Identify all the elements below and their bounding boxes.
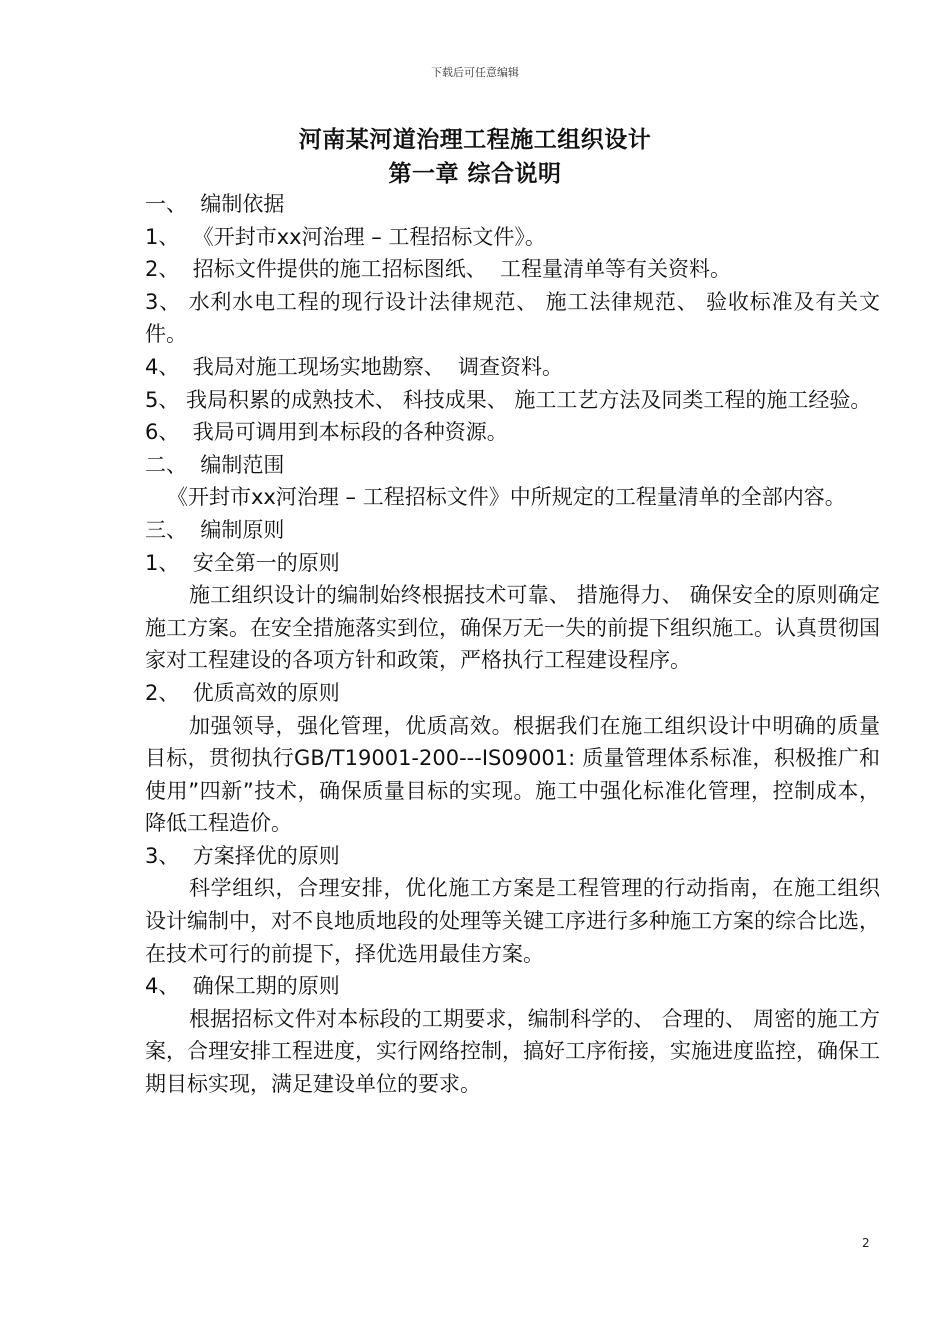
page-number: 2 bbox=[862, 1236, 870, 1250]
basis-item-6: 6、 我局可调用到本标段的各种资源。 bbox=[145, 420, 508, 445]
principle-heading-1: 1、 安全第一的原则 bbox=[145, 550, 340, 575]
principle-paragraph-2: 加强领导，强化管理，优质高效。根据我们在施工组织设计中明确的质量目标，贯彻执行GB/T19001-200---IS09001: 质量管理体系标准，积极推广和使用”四新”技术，确保质量目标的实现。施工中强化标准化管理，控制成本，降低工程造价。 bbox=[145, 713, 880, 836]
section-heading-scope: 二、 编制范围 bbox=[145, 452, 285, 477]
principle-heading-3: 3、 方案择优的原则 bbox=[145, 843, 340, 868]
basis-item-2: 2、 招标文件提供的施工招标图纸、 工程量清单等有关资料。 bbox=[145, 257, 732, 282]
basis-item-1: 1、 《开封市xx河治理 – 工程招标文件》。 bbox=[145, 224, 546, 249]
principle-paragraph-4: 根据招标文件对本标段的工期要求，编制科学的、 合理的、 周密的施工方案，合理安排工程进度，实行网络控制，搞好工序衔接，实施进度监控，确保工期目标实现，满足建设单位的要求。 bbox=[145, 1006, 880, 1097]
section-heading-principles: 三、 编制原则 bbox=[145, 517, 285, 542]
principle-paragraph-1: 施工组织设计的编制始终根据技术可靠、 措施得力、 确保安全的原则确定施工方案。在安全措施落实到位，确保万无一失的前提下组织施工。认真贯彻国家对工程建设的各项方针和政策，严格执行工程建设程序。 bbox=[145, 583, 880, 673]
header-note: 下载后可任意编辑 bbox=[431, 66, 519, 79]
chapter-title: 第一章 综合说明 bbox=[388, 161, 562, 187]
document-title: 河南某河道治理工程施工组织设计 bbox=[298, 127, 652, 153]
section-heading-basis: 一、 编制依据 bbox=[145, 192, 285, 216]
document-body bbox=[145, 188, 880, 1101]
scope-paragraph: 《开封市xx河治理 – 工程招标文件》中所规定的工程量清单的全部内容。 bbox=[167, 485, 846, 510]
basis-item-5: 5、 我局积累的成熟技术、 科技成果、 施工工艺方法及同类工程的施工经验。 bbox=[145, 387, 872, 412]
basis-item-4: 4、 我局对施工现场实地勘察、 调查资料。 bbox=[145, 354, 564, 379]
basis-item-3: 3、 水利水电工程的现行设计法律规范、 施工法律规范、 验收标准及有关文件。 bbox=[145, 289, 880, 347]
principle-heading-4: 4、 确保工期的原则 bbox=[145, 974, 340, 999]
principle-heading-2: 2、 优质高效的原则 bbox=[145, 680, 340, 705]
principle-paragraph-3: 科学组织，合理安排，优化施工方案是工程管理的行动指南，在施工组织设计编制中，对不良地质地段的处理等关键工序进行多种施工方案的综合比选，在技术可行的前提下，择优选用最佳方案。 bbox=[145, 876, 880, 966]
